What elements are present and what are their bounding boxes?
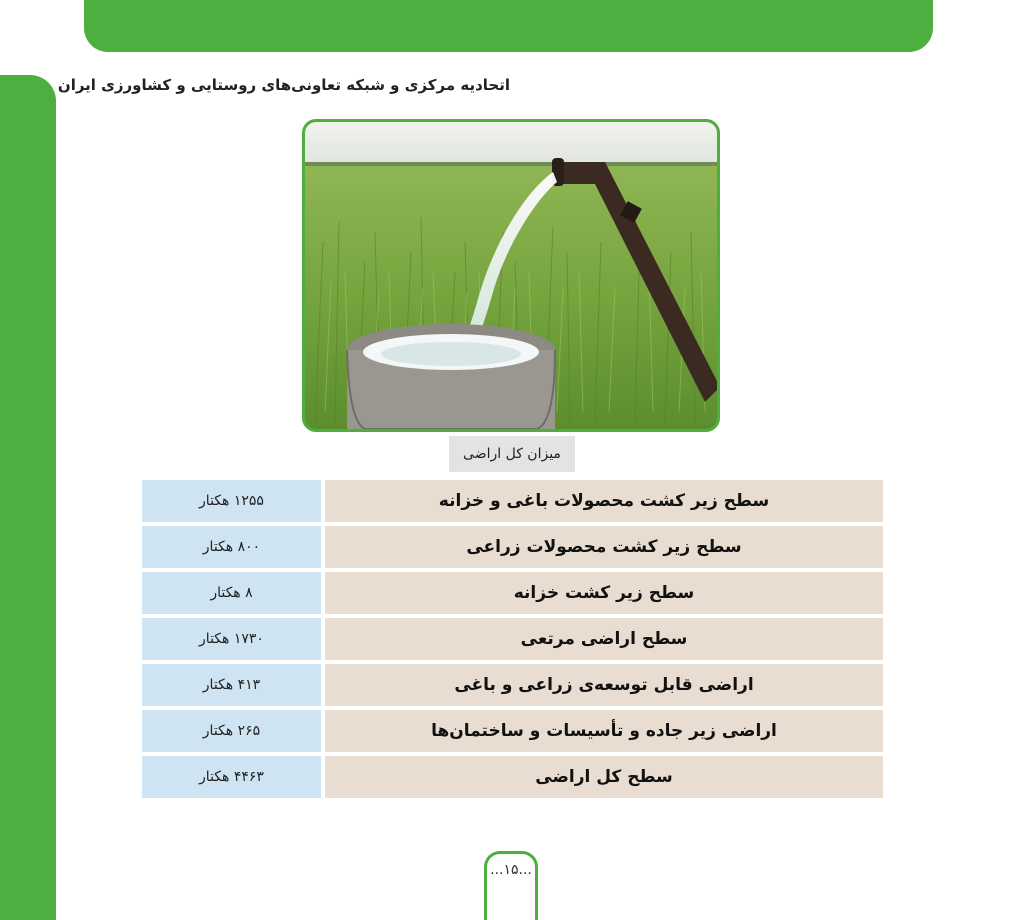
photo-caption: میزان کل اراضی (449, 436, 575, 472)
table-row (142, 710, 883, 756)
table-row (142, 618, 883, 664)
side-green-band (0, 75, 56, 920)
row-label: سطح زیر کشت محصولات باغی و خزانه (321, 480, 883, 526)
page-number: ...۱۵... (484, 851, 538, 920)
row-value: ۴۴۶۳ هکتار (142, 756, 321, 798)
row-value: ۸ هکتار (142, 572, 321, 618)
irrigation-photo-illustration (305, 122, 717, 429)
row-value: ۱۲۵۵ هکتار (142, 480, 321, 526)
row-label: سطح کل اراضی (321, 756, 883, 798)
irrigation-photo (302, 119, 720, 432)
row-label: سطح زیر کشت محصولات زراعی (321, 526, 883, 572)
row-label: اراضی قابل توسعه‌ی زراعی و باغی (321, 664, 883, 710)
row-value: ۸۰۰ هکتار (142, 526, 321, 572)
table-row (142, 480, 883, 526)
row-value: ۲۶۵ هکتار (142, 710, 321, 756)
table-row-total (142, 756, 883, 798)
row-value: ۴۱۳ هکتار (142, 664, 321, 710)
table-row (142, 526, 883, 572)
row-value: ۱۷۳۰ هکتار (142, 618, 321, 664)
header-title: اتحادیه مرکزی و شبکه تعاونی‌های روستایی و کشاورزی ایران (57, 76, 510, 94)
table-row (142, 664, 883, 710)
top-green-band (84, 0, 933, 52)
table-row (142, 572, 883, 618)
land-area-table (142, 480, 883, 798)
row-label: اراضی زیر جاده و تأسیسات و ساختمان‌ها (321, 710, 883, 756)
row-label: سطح زیر کشت خزانه (321, 572, 883, 618)
row-label: سطح اراضی مرتعی (321, 618, 883, 664)
